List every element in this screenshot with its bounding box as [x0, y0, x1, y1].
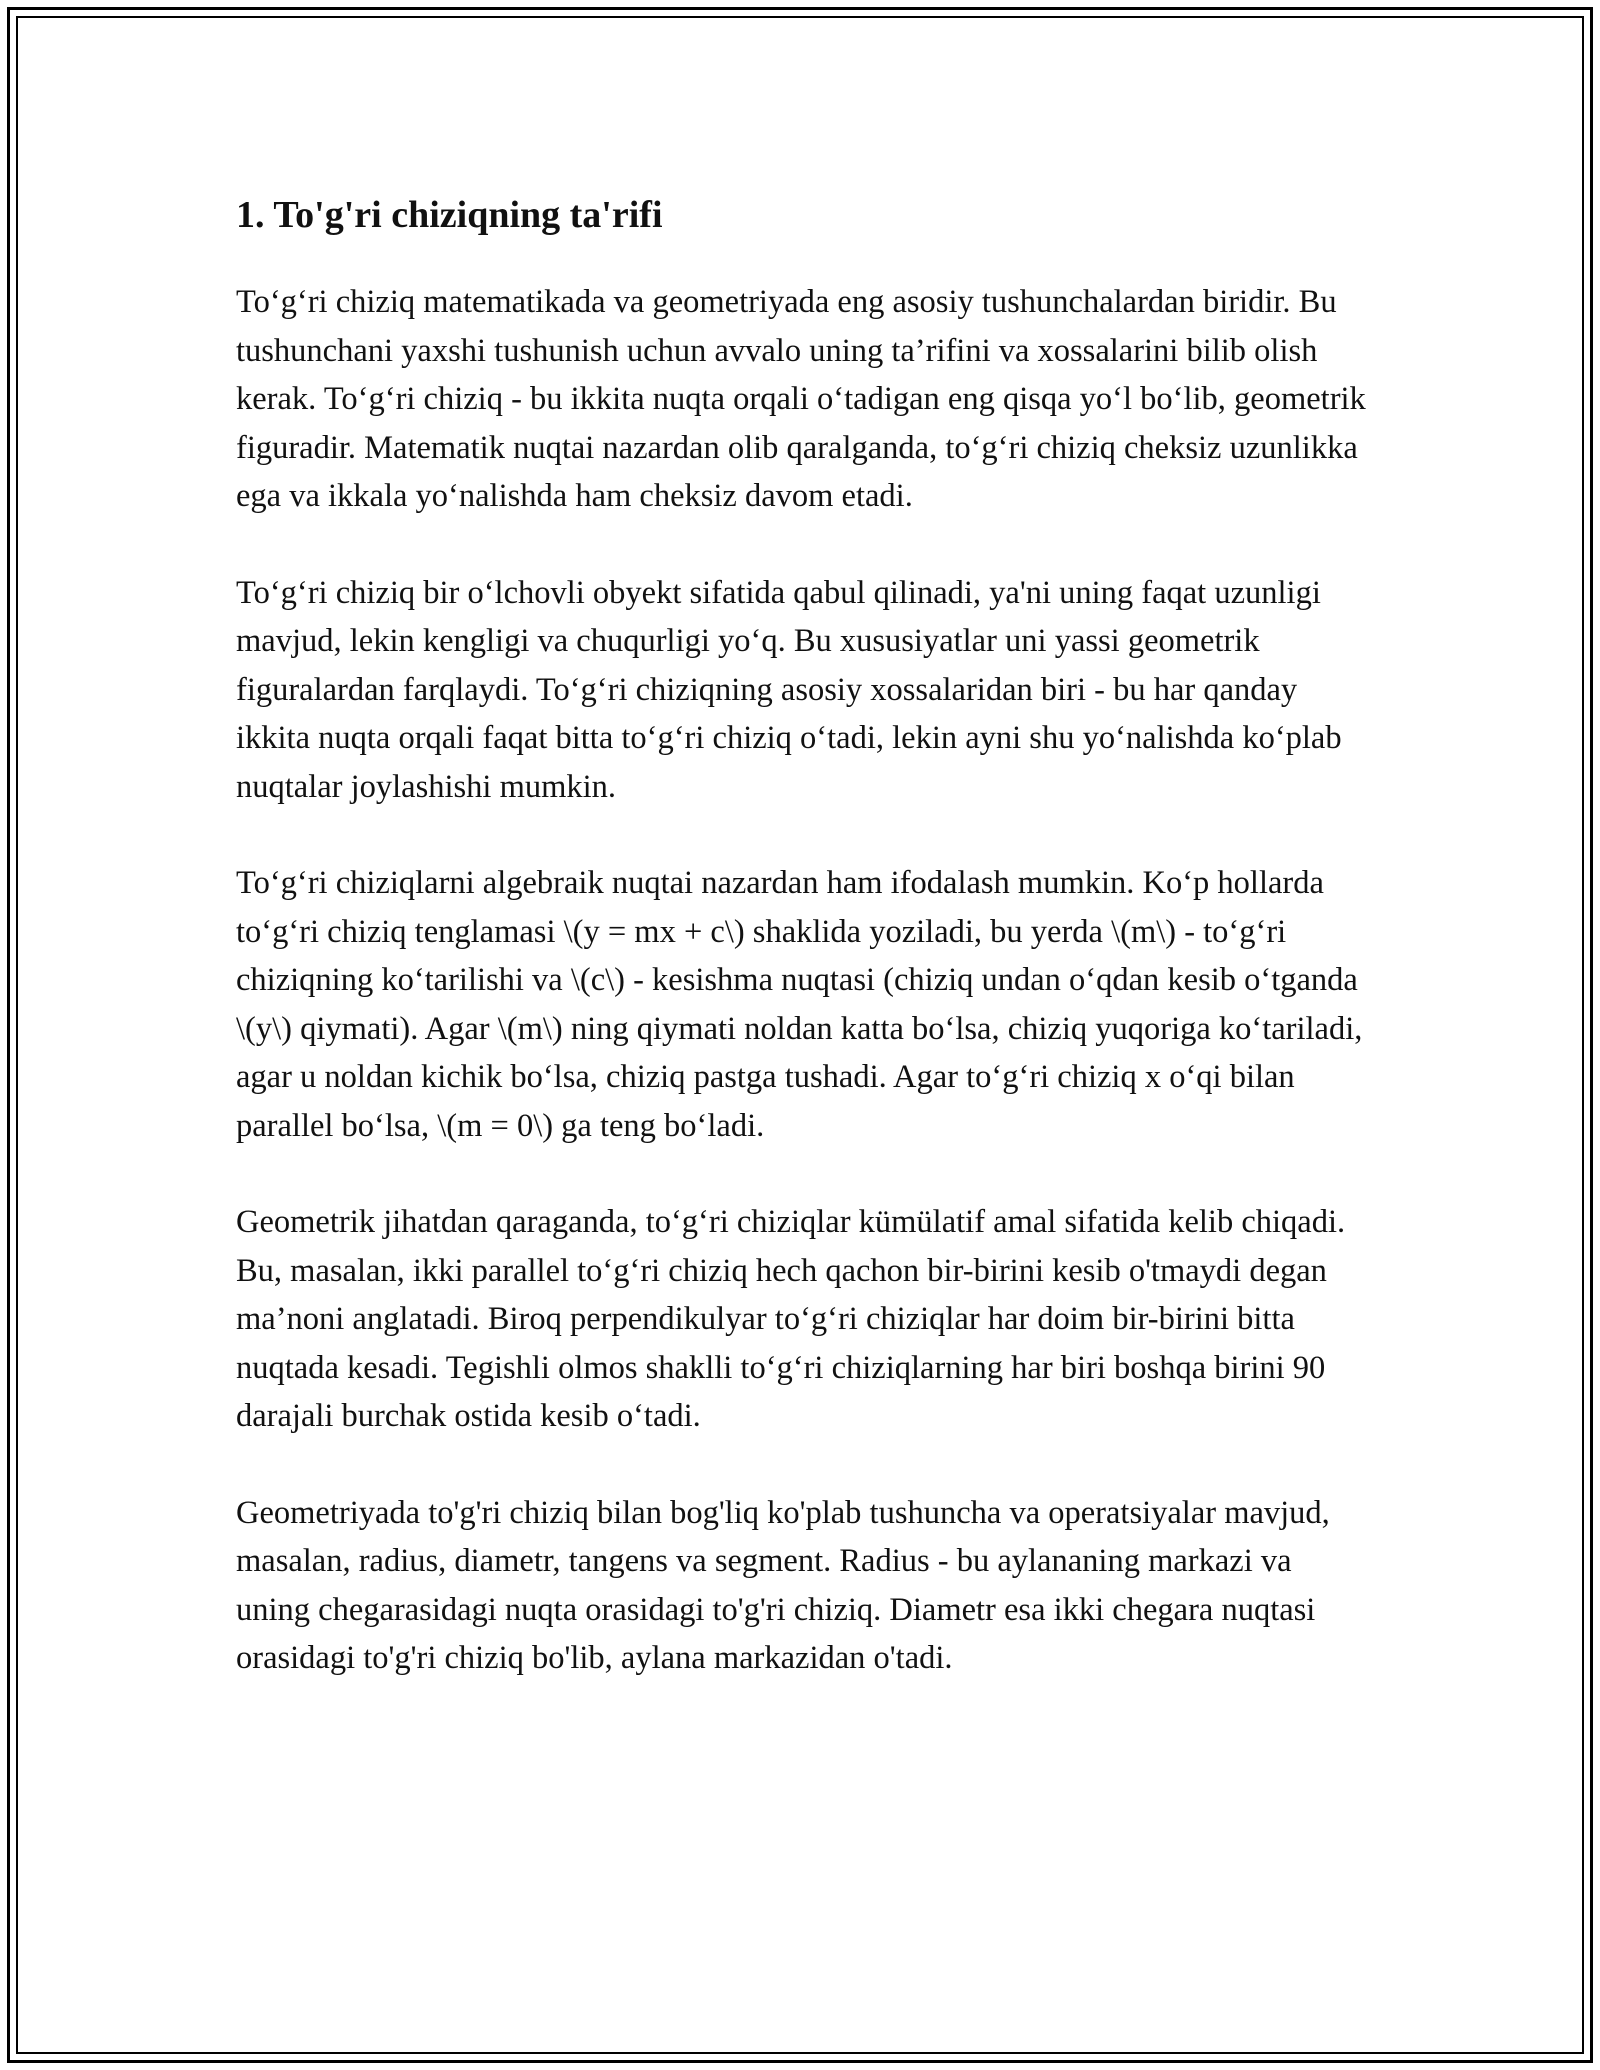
paragraph-related-concepts: Geometriyada to'g'ri chiziq bilan bog'liq ko'plab tushuncha va operatsiyalar mavjud, masalan, radius, diametr, tangens va segment. Radius - bu aylananing markazi va uning chegarasidagi nuqta orasidagi to'g'ri chiziq. Diametr esa ikki chegara nuqtasi orasidagi to'g'ri chiziq bo'lib, aylana markazidan o'tadi.	[236, 1494, 1330, 1676]
paragraph-one-dimensional: To‘g‘ri chiziq bir o‘lchovli obyekt sifatida qabul qilinadi, ya'ni uning faqat uzunligi mavjud, lekin kengligi va chuqurligi yo‘q. Bu xususiyatlar uni yassi geometrik figuralardan farqlaydi. To‘g‘ri chiziqning asosiy xossalaridan biri - bu har qanday ikkita nuqta orqali faqat bitta to‘g‘ri chiziq o‘tadi, lekin ayni shu yo‘nalishda ko‘plab nuqtalar joylashishi mumkin.	[236, 574, 1342, 805]
paragraph-geometric: Geometrik jihatdan qaraganda, to‘g‘ri chiziqlar kümülatif amal sifatida kelib chiqadi. Bu, masalan, ikki parallel to‘g‘ri chiziq hech qachon bir-birini kesib o'tmaydi degan ma’noni anglatadi. Biroq perpendikulyar to‘g‘ri chiziqlar har doim bir-birini bitta nuqtada kesadi. Tegishli olmos shaklli to‘g‘ri chiziqlarning har biri boshqa birini 90 darajali burchak ostida kesib o‘tadi.	[236, 1204, 1346, 1434]
paragraph-definition: To‘g‘ri chiziq matematikada va geometriyada eng asosiy tushunchalardan biridir. Bu tushunchani yaxshi tushunish uchun avvalo uning ta’rifini va xossalarini bilib olish kerak. To‘g‘ri chiziq - bu ikkita nuqta orqali o‘tadigan eng qisqa yo‘l bo‘lib, geometrik figuradir. Matematik nuqtai nazardan olib qaralganda, to‘g‘ri chiziq cheksiz uzunlikka ega va ikkala yo‘nalishda ham cheksiz davom etadi.	[236, 284, 1366, 514]
paragraph-algebraic: To‘g‘ri chiziqlarni algebraik nuqtai nazardan ham ifodalash mumkin. Ko‘p hollarda to‘g‘ri chiziq tenglamasi \(y = mx + c\) shaklida yoziladi, bu yerda \(m\) - to‘g‘ri chiziqning ko‘tarilishi va \(c\) - kesishma nuqtasi (chiziq undan o‘qdan kesib o‘tganda \(y\) qiymati). Agar \(m\) ning qiymati noldan katta bo‘lsa, chiziq yuqoriga ko‘tariladi, agar u noldan kichik bo‘lsa, chiziq pastga tushadi. Agar to‘g‘ri chiziq x o‘qi bilan parallel bo‘lsa, \(m = 0\) ga teng bo‘ladi.	[236, 865, 1363, 1144]
section-heading: 1. To'g'ri chiziqning ta'rifi	[236, 194, 663, 236]
document-body	[236, 186, 1366, 1731]
